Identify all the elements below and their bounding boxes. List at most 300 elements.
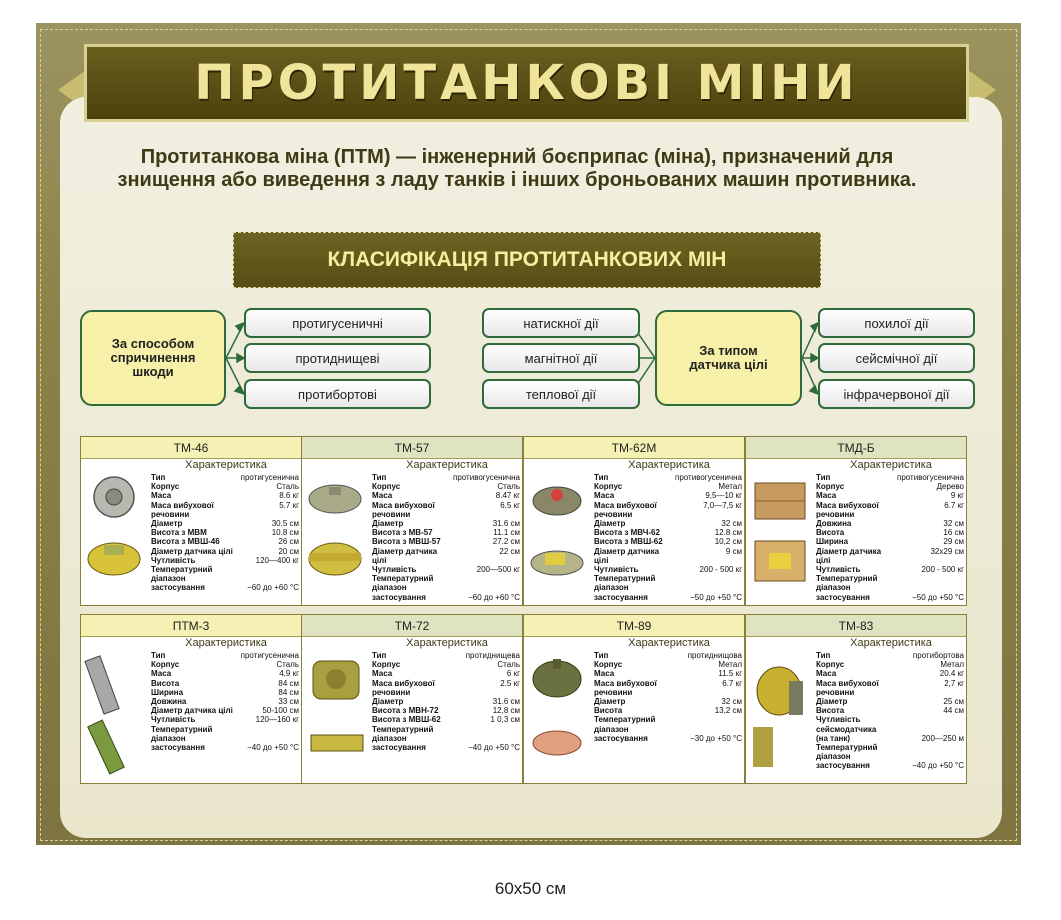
spec-row — [151, 537, 299, 546]
spec-row — [594, 574, 742, 583]
characteristics-label: Характеристика — [185, 459, 267, 471]
spec-label: (на танк) — [816, 733, 851, 743]
spec-value — [241, 565, 299, 574]
spec-label: Маса — [594, 491, 615, 501]
classification-title: КЛАСИФІКАЦІЯ ПРОТИТАНКОВИХ МІН — [233, 232, 821, 288]
spec-label: діапазон — [594, 583, 629, 593]
spec-value: −30 до +50 °С — [690, 733, 742, 743]
spec-value: 11.1 см — [493, 528, 520, 538]
spec-label: Температурний — [372, 724, 434, 734]
spec-value: 8.6 кг — [279, 491, 299, 501]
spec-label: Діаметр датчика цілі — [816, 546, 882, 565]
spec-value: 10.8 см — [271, 528, 299, 538]
spec-label: застосування — [151, 743, 205, 753]
sensor-item — [482, 343, 640, 373]
spec-label: Висота — [816, 706, 845, 716]
spec-value: 44 см — [943, 706, 964, 716]
spec-value: 12,8 см — [492, 706, 520, 716]
spec-label: Маса — [594, 669, 615, 679]
spec-table — [594, 651, 742, 743]
spec-row — [816, 669, 964, 678]
spec-value: 8.47 кг — [495, 491, 520, 501]
spec-row — [151, 651, 299, 660]
spec-value — [675, 583, 742, 592]
characteristics-label: Характеристика — [850, 637, 932, 649]
spec-value: протиднищова — [687, 651, 742, 660]
spec-value — [688, 725, 742, 734]
mine-name: ТМД-Б — [746, 437, 966, 459]
spec-value: 29 см — [943, 537, 964, 547]
mine-card — [301, 436, 523, 606]
spec-label: Довжина — [151, 697, 187, 707]
mine-name: ТМ-57 — [302, 437, 522, 459]
spec-row — [816, 473, 964, 482]
spec-label: Корпус — [372, 482, 401, 492]
spec-row — [372, 547, 520, 565]
spec-row — [151, 556, 299, 565]
spec-row — [151, 482, 299, 491]
spec-label: Температурний — [372, 574, 434, 584]
spec-value: 200—500 кг — [476, 565, 520, 575]
spec-label: Тип — [594, 651, 609, 660]
spec-value: протигусенична — [240, 651, 299, 660]
spec-row — [372, 501, 520, 519]
mine-card — [745, 614, 967, 784]
spec-value: 5.7 кг — [279, 500, 299, 510]
spec-row — [816, 482, 964, 491]
spec-value: 32 см — [943, 519, 964, 529]
mine-photo — [305, 651, 369, 779]
spec-row — [594, 651, 742, 660]
spec-table — [594, 473, 742, 602]
spec-label: Висота з МВШ-57 — [372, 537, 441, 547]
spec-label: Діаметр — [372, 697, 404, 707]
spec-value: 20 см — [278, 546, 299, 556]
spec-value: Сталь — [276, 660, 299, 670]
spec-value: 2,7 кг — [944, 678, 964, 688]
characteristics-label: Характеристика — [406, 637, 488, 649]
spec-label: Ширина — [816, 537, 849, 547]
spec-value: 6.7 кг — [944, 500, 964, 510]
spec-label: Ширина — [151, 687, 184, 697]
mine-card — [523, 614, 745, 784]
spec-label: Маса — [372, 491, 393, 501]
sensor-item-label: інфрачервоної дії — [843, 386, 950, 402]
spec-label: Тип — [372, 473, 387, 482]
spec-row — [594, 528, 742, 537]
spec-row — [594, 715, 742, 724]
category-item — [244, 379, 431, 409]
spec-row — [594, 669, 742, 678]
spec-label: Тип — [151, 473, 166, 482]
category-by-sensor-label: За типом датчика цілі — [689, 343, 768, 372]
spec-value — [237, 734, 299, 743]
spec-row — [372, 669, 520, 678]
spec-label: діапазон — [151, 733, 186, 743]
spec-row — [594, 593, 742, 602]
spec-row — [594, 482, 742, 491]
spec-label: Висота з МВН-72 — [372, 706, 439, 716]
spec-row — [594, 583, 742, 592]
spec-value — [466, 725, 520, 734]
spec-row — [151, 547, 299, 556]
spec-row — [372, 660, 520, 669]
spec-label: Висота з МВШ-62 — [372, 715, 441, 725]
spec-row — [372, 697, 520, 706]
spec-row — [372, 574, 520, 583]
spec-value: −50 до +50 °С — [690, 592, 742, 602]
spec-label: Корпус — [372, 660, 401, 670]
spec-value: противогусенична — [675, 473, 742, 482]
spec-label: Чутливість — [816, 565, 861, 575]
title-banner — [84, 44, 969, 122]
spec-value: 26 см — [278, 537, 299, 547]
spec-label: діапазон — [372, 583, 407, 593]
spec-value — [912, 743, 964, 752]
mine-card — [80, 436, 302, 606]
spec-row — [816, 761, 964, 770]
spec-label: Маса вибухової речовини — [594, 500, 657, 519]
spec-row — [816, 752, 964, 761]
spec-table — [372, 651, 520, 752]
spec-row — [151, 679, 299, 688]
spec-row — [594, 734, 742, 743]
spec-row — [151, 574, 299, 583]
spec-row — [594, 519, 742, 528]
spec-label: Температурний — [151, 724, 213, 734]
spec-row — [372, 491, 520, 500]
mine-photo — [84, 473, 148, 601]
spec-row — [372, 473, 520, 482]
spec-row — [816, 651, 964, 660]
spec-row — [151, 565, 299, 574]
mine-photo — [749, 473, 813, 601]
spec-label: Діаметр датчика цілі — [594, 546, 660, 565]
spec-label: Маса — [151, 669, 172, 679]
mine-photo — [749, 651, 813, 779]
spec-row — [816, 697, 964, 706]
spec-row — [372, 734, 520, 743]
spec-label: Чутливість сейсмодатчика — [816, 715, 877, 734]
spec-label: Довжина — [816, 519, 852, 529]
spec-label: Висота — [151, 678, 180, 688]
category-by-damage-label: За способом спричинення шкоди — [110, 336, 196, 379]
spec-value: протиднищева — [465, 651, 520, 660]
spec-value: 120—400 кг — [255, 555, 299, 565]
mine-photo — [527, 651, 591, 779]
spec-value: −40 до +50 °С — [468, 743, 520, 753]
sensor-item — [818, 343, 975, 373]
spec-table — [372, 473, 520, 602]
spec-row — [372, 593, 520, 602]
spec-row — [372, 482, 520, 491]
spec-label: Тип — [594, 473, 609, 482]
characteristics-label: Характеристика — [850, 459, 932, 471]
spec-value: −40 до +50 °С — [912, 761, 964, 771]
spec-label: Маса — [372, 669, 393, 679]
category-item — [244, 308, 431, 338]
spec-label: застосування — [594, 733, 648, 743]
spec-value: 1 0,3 см — [490, 715, 520, 725]
spec-row — [816, 583, 964, 592]
spec-row — [816, 528, 964, 537]
spec-row — [594, 565, 742, 574]
spec-value: 16 см — [943, 528, 964, 538]
mine-card — [745, 436, 967, 606]
sensor-item-label: магнітної дії — [524, 350, 598, 366]
spec-label: Маса вибухової речовини — [816, 500, 879, 519]
spec-label: Корпус — [816, 660, 845, 670]
spec-label: Висота з МВЧ-62 — [594, 528, 660, 538]
sensor-item-label: теплової дії — [525, 386, 597, 402]
spec-row — [151, 697, 299, 706]
category-item — [244, 343, 431, 373]
spec-label: Корпус — [816, 482, 845, 492]
spec-label: Маса — [816, 669, 837, 679]
spec-row — [594, 473, 742, 482]
spec-row — [594, 725, 742, 734]
spec-value: 4,9 кг — [279, 669, 299, 679]
spec-label: Маса — [151, 491, 172, 501]
spec-label: діапазон — [372, 733, 407, 743]
spec-label: застосування — [816, 592, 870, 602]
mine-card — [523, 436, 745, 606]
spec-label: Корпус — [151, 482, 180, 492]
spec-row — [151, 688, 299, 697]
spec-value: 84 см — [278, 687, 299, 697]
spec-row — [372, 706, 520, 715]
spec-value: Метал — [718, 660, 742, 670]
spec-value: 32 см — [721, 519, 742, 529]
spec-table — [151, 473, 299, 593]
spec-row — [816, 501, 964, 519]
spec-label: застосування — [594, 592, 648, 602]
spec-label: діапазон — [816, 752, 851, 762]
spec-value — [453, 574, 520, 583]
size-caption: 60x50 см — [494, 879, 567, 898]
spec-row — [151, 669, 299, 678]
spec-value: 200—250 м — [921, 733, 964, 743]
spec-label: Тип — [151, 651, 166, 660]
spec-row — [594, 537, 742, 546]
spec-value: 7,0—7,5 кг — [703, 500, 742, 510]
spec-value — [466, 734, 520, 743]
spec-value: 200 - 500 кг — [699, 565, 742, 575]
spec-value: 32 см — [721, 697, 742, 707]
spec-row — [151, 660, 299, 669]
spec-row — [151, 583, 299, 592]
sensor-item — [482, 308, 640, 338]
spec-value — [897, 583, 964, 592]
category-item-label: протибортові — [298, 386, 377, 402]
sensor-item-label: сейсмічної дії — [855, 350, 938, 366]
spec-value: Сталь — [497, 660, 520, 670]
spec-value: 33 см — [278, 697, 299, 707]
spec-row — [816, 679, 964, 697]
spec-label: діапазон — [816, 583, 851, 593]
spec-value: противогусенична — [453, 473, 520, 482]
spec-row — [594, 660, 742, 669]
sensor-item-label: похилої дії — [864, 315, 929, 331]
spec-label: Діаметр — [594, 519, 626, 529]
spec-value: 120—160 кг — [255, 715, 299, 725]
sensor-item — [818, 379, 975, 409]
spec-label: Тип — [816, 651, 831, 660]
spec-table — [151, 651, 299, 752]
spec-label: Чутливість — [594, 565, 639, 575]
page-title: ПРОТИТАНКОВІ МІНИ — [194, 55, 859, 111]
category-item-label: протигусеничні — [292, 315, 383, 331]
spec-value: протибортова — [912, 651, 964, 660]
spec-row — [151, 473, 299, 482]
mine-name: ТМ-72 — [302, 615, 522, 637]
mine-name: ТМ-62М — [524, 437, 744, 459]
spec-value: 6.7 кг — [722, 678, 742, 688]
spec-row — [816, 734, 964, 743]
spec-table — [816, 651, 964, 771]
spec-label: Маса вибухової речовини — [372, 500, 435, 519]
spec-value — [897, 574, 964, 583]
spec-label: Маса вибухової речовини — [594, 678, 657, 697]
spec-label: Діаметр — [151, 519, 183, 529]
spec-label: діапазон — [594, 724, 629, 734]
spec-value — [912, 715, 964, 733]
spec-row — [372, 519, 520, 528]
spec-row — [816, 537, 964, 546]
spec-value: 10,2 см — [714, 537, 742, 547]
spec-row — [151, 501, 299, 519]
spec-label: Температурний — [594, 574, 656, 584]
spec-row — [372, 583, 520, 592]
spec-value — [675, 574, 742, 583]
spec-row — [816, 547, 964, 565]
spec-value: Сталь — [276, 482, 299, 492]
spec-row — [372, 528, 520, 537]
spec-label: Корпус — [594, 660, 623, 670]
spec-label: Температурний — [816, 743, 878, 753]
spec-value: −60 до +60 °С — [468, 592, 520, 602]
spec-value — [912, 752, 964, 761]
category-by-damage — [80, 310, 226, 406]
spec-row — [151, 734, 299, 743]
spec-value — [453, 583, 520, 592]
spec-value: 22 см — [499, 546, 520, 556]
spec-value: 20.4 кг — [939, 669, 964, 679]
mine-name: ПТМ-3 — [81, 615, 301, 637]
spec-row — [594, 679, 742, 697]
spec-row — [594, 491, 742, 500]
spec-label: діапазон — [151, 574, 186, 584]
spec-value: 9 кг — [950, 491, 964, 501]
spec-value: −40 до +50 °С — [247, 743, 299, 753]
spec-value: противогусенична — [897, 473, 964, 482]
spec-label: Тип — [816, 473, 831, 482]
spec-value: 200 - 500 кг — [921, 565, 964, 575]
spec-label: Діаметр датчика цілі — [372, 546, 438, 565]
spec-row — [816, 565, 964, 574]
mine-photo — [84, 651, 148, 779]
spec-value: Метал — [940, 660, 964, 670]
spec-value: Метал — [718, 482, 742, 492]
spec-value: протигусенична — [240, 473, 299, 482]
spec-label: Чутливість — [151, 555, 196, 565]
spec-value: 25 см — [943, 697, 964, 707]
spec-value: 9,5—10 кг — [705, 491, 742, 501]
spec-label: Температурний — [816, 574, 878, 584]
spec-table — [816, 473, 964, 602]
spec-label: Висота — [594, 706, 623, 716]
characteristics-label: Характеристика — [628, 459, 710, 471]
spec-row — [594, 501, 742, 519]
spec-value: 50-100 см — [262, 706, 299, 716]
spec-row — [151, 528, 299, 537]
spec-label: Чутливість — [151, 715, 196, 725]
spec-value — [688, 715, 742, 724]
spec-label: застосування — [372, 592, 426, 602]
spec-row — [816, 491, 964, 500]
spec-value: −50 до +50 °С — [912, 592, 964, 602]
mine-photo — [305, 473, 369, 601]
spec-row — [372, 725, 520, 734]
spec-row — [372, 715, 520, 724]
spec-value: 11.5 кг — [718, 669, 742, 679]
spec-label: Температурний — [594, 715, 656, 725]
spec-value: 2.5 кг — [500, 678, 520, 688]
category-item-label: протиднищеві — [295, 350, 380, 366]
spec-value: 30.5 см — [271, 519, 299, 529]
spec-label: Діаметр — [372, 519, 404, 529]
spec-row — [151, 491, 299, 500]
spec-value: 31.6 см — [492, 697, 520, 707]
spec-label: Маса — [816, 491, 837, 501]
characteristics-label: Характеристика — [628, 637, 710, 649]
spec-label: Корпус — [594, 482, 623, 492]
sensor-item-label: натискної дії — [523, 315, 599, 331]
spec-label: Маса вибухової речовини — [372, 678, 435, 697]
characteristics-label: Характеристика — [185, 637, 267, 649]
mine-name: ТМ-46 — [81, 437, 301, 459]
spec-row — [594, 697, 742, 706]
mine-card — [80, 614, 302, 784]
spec-row — [372, 537, 520, 546]
spec-value: 32x29 см — [930, 546, 964, 556]
spec-value — [241, 574, 299, 583]
spec-label: Висота з МВШ-62 — [594, 537, 663, 547]
spec-row — [816, 743, 964, 752]
spec-row — [151, 706, 299, 715]
mine-name: ТМ-89 — [524, 615, 744, 637]
spec-value: 6 кг — [506, 669, 520, 679]
spec-value: 31.6 см — [492, 519, 520, 529]
spec-value: 12.8 см — [714, 528, 742, 538]
spec-row — [816, 593, 964, 602]
category-by-sensor — [655, 310, 802, 406]
spec-row — [372, 743, 520, 752]
spec-row — [151, 519, 299, 528]
spec-label: Діаметр датчика цілі — [151, 706, 233, 716]
spec-value: 27.2 см — [492, 537, 520, 547]
spec-row — [372, 679, 520, 697]
spec-label: Висота з МВ-57 — [372, 528, 433, 538]
spec-label: Чутливість — [372, 565, 417, 575]
spec-label: застосування — [816, 761, 870, 771]
spec-row — [816, 574, 964, 583]
spec-label: Висота з МВМ — [151, 528, 207, 538]
spec-value: 6.5 кг — [500, 500, 520, 510]
spec-row — [151, 715, 299, 724]
spec-value — [237, 725, 299, 734]
spec-value: Дерево — [936, 482, 964, 492]
